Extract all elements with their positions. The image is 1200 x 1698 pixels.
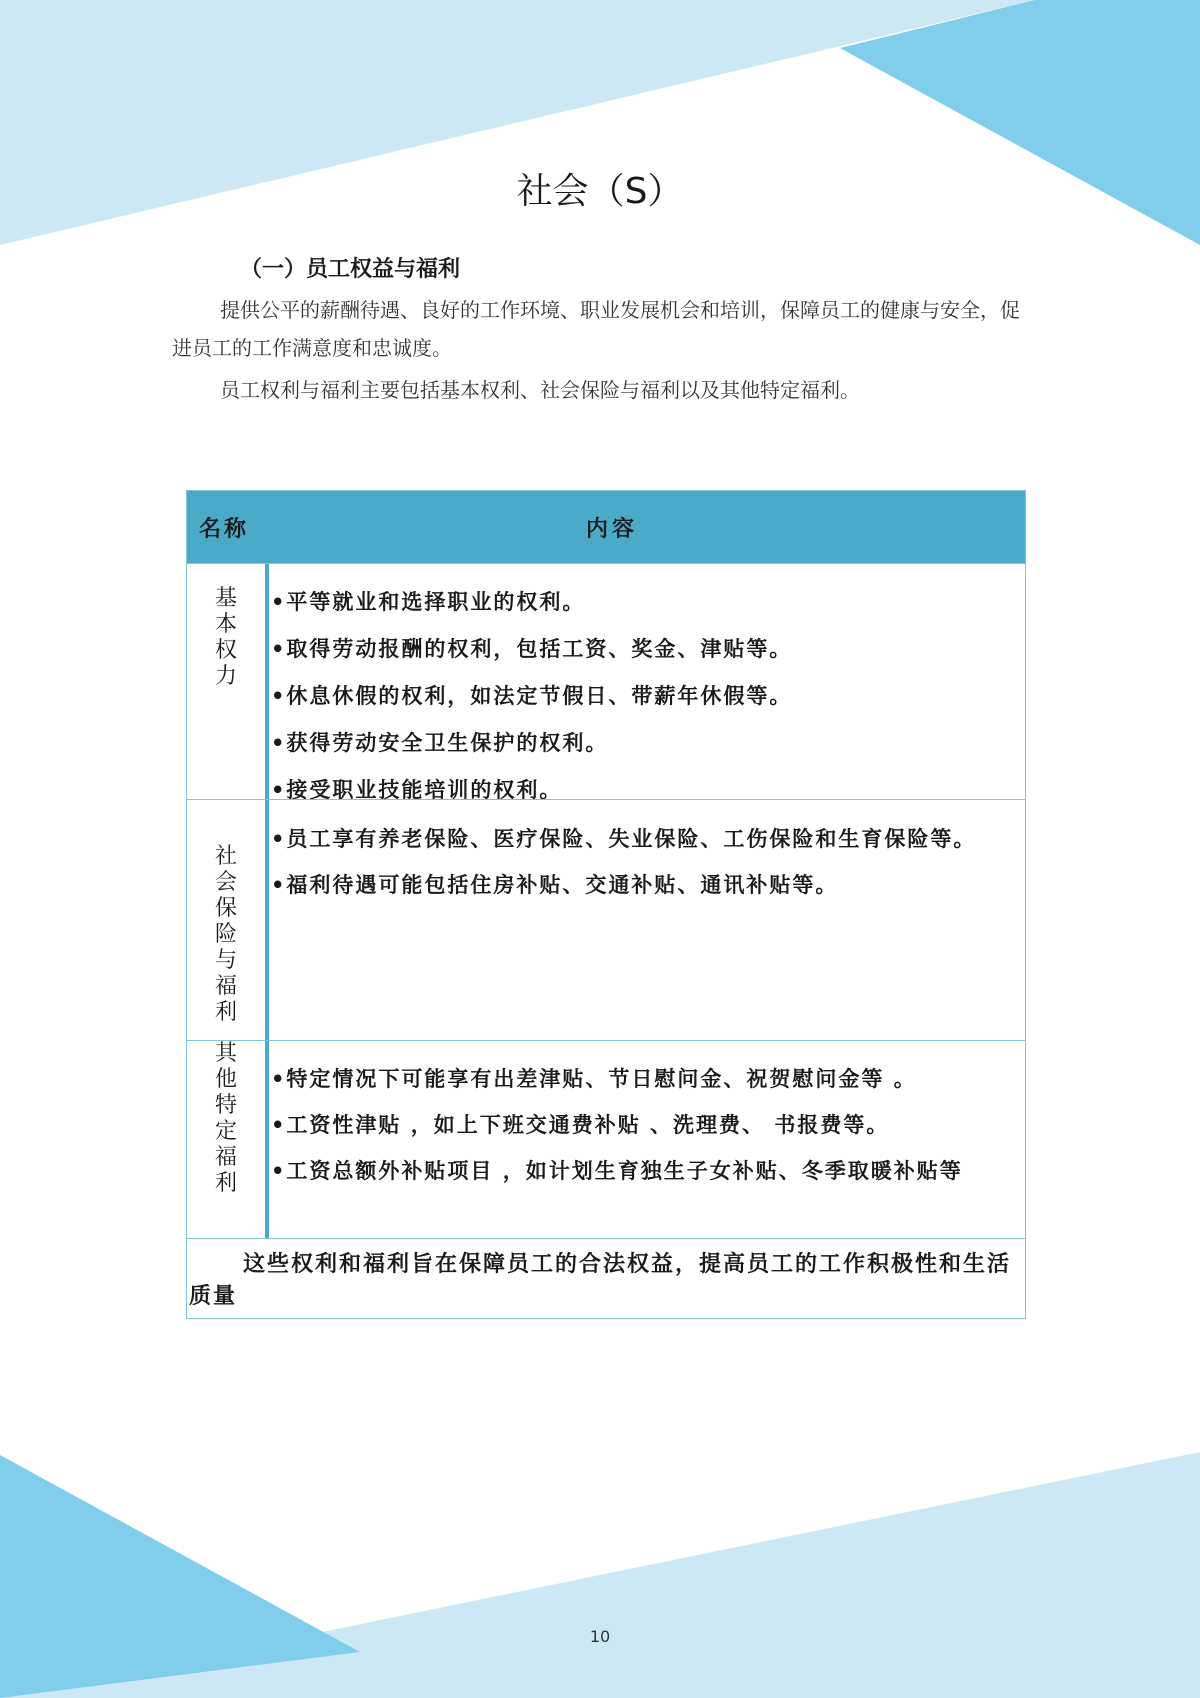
page-number: 10 [589,1627,611,1646]
list-item: •接受职业技能培训的权利。 [271,778,563,802]
table-row [187,799,1025,1040]
list-item: •福利待遇可能包括住房补贴、交通补贴、通讯补贴等。 [271,873,839,897]
row-name: 基本权力 [214,586,237,689]
list-item: •工资性津贴 ，如上下班交通费补贴 、洗理费、 书报费等。 [271,1113,890,1137]
row-content-cell [269,800,1025,1040]
row-name: 社会保险与福利 [214,844,237,1025]
row-name-cell [187,1041,269,1238]
benefits-table [186,490,1026,1319]
header-content: 内容 [585,516,638,542]
row-content-cell [269,1041,1025,1238]
table-row [187,563,1025,802]
list-item: •平等就业和选择职业的权利。 [271,590,586,614]
intro-paragraph: 员工权利与福利主要包括基本权利、社会保险与福利以及其他特定福利。 [220,378,860,402]
header-name: 名称 [199,516,250,542]
list-item: •获得劳动安全卫生保护的权利。 [271,731,609,755]
list-item: •取得劳动报酬的权利，包括工资、奖金、津贴等。 [271,637,793,661]
table-row [187,1040,1025,1238]
row-name: 其他特定福利 [214,1041,237,1196]
list-item: •员工享有养老保险、医疗保险、失业保险、工伤保险和生育保险等。 [271,827,977,851]
list-item: •特定情况下可能享有出差津贴、节日慰问金、祝贺慰问金等 。 [271,1067,917,1091]
list-item: •工资总额外补贴项目 ，如计划生育独生子女补贴、冬季取暖补贴等 [271,1159,963,1183]
page-title: 社会（S） [516,171,684,212]
summary-text: 这些权利和福利旨在保障员工的合法权益，提高员工的工作积极性和生活质量 [189,1252,1012,1309]
row-name-cell [187,800,269,1040]
table-header [187,491,1025,563]
table-summary [187,1238,1025,1318]
section-heading: （一）员工权益与福利 [240,256,461,282]
row-name-cell [187,564,269,799]
list-item: •休息休假的权利，如法定节假日、带薪年休假等。 [271,684,793,708]
intro-paragraph: 提供公平的薪酬待遇、良好的工作环境、职业发展机会和培训，保障员工的健康与安全，促进员工的工作满意度和忠诚度。 [172,298,1020,360]
row-content-cell [269,564,1025,802]
